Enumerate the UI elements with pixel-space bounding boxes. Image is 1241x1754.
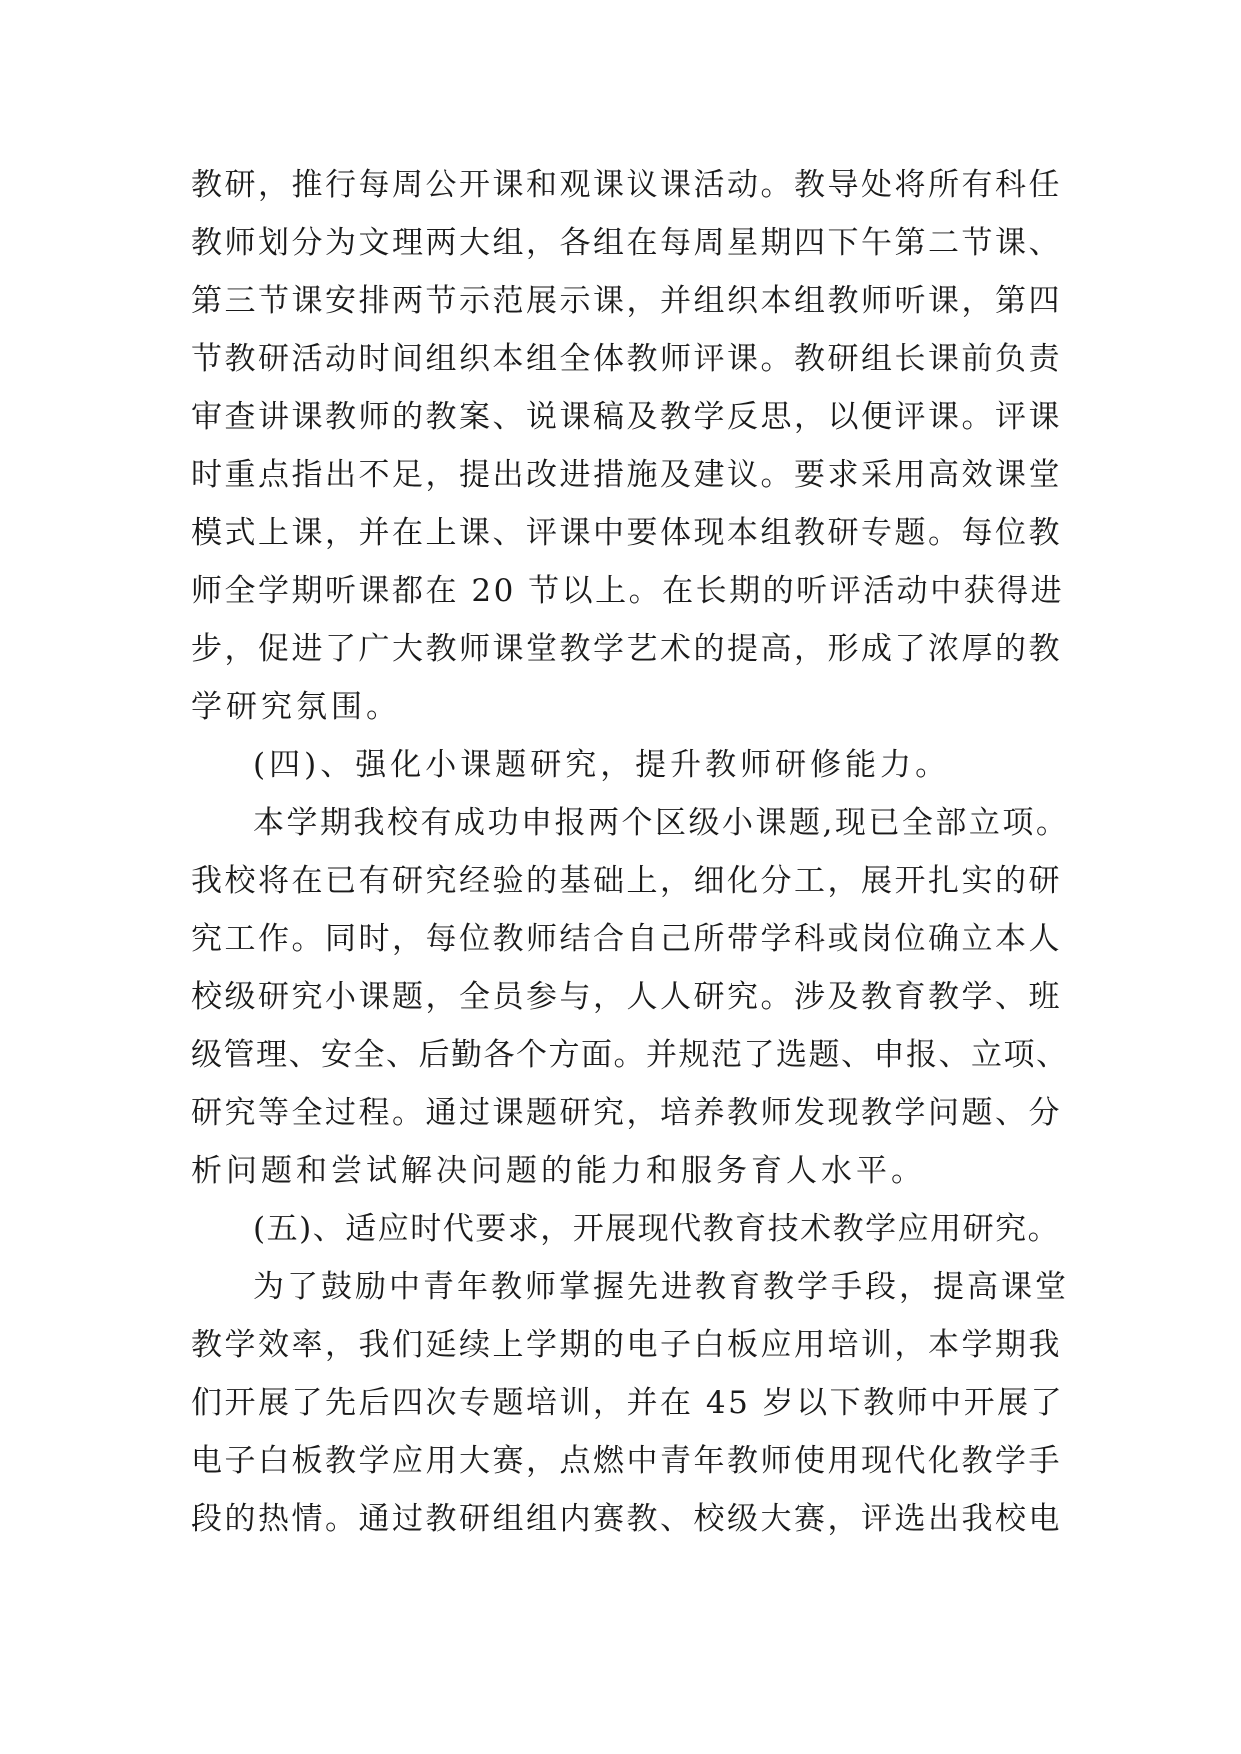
- text-line: 级管理、安全、后勤各个方面。并规范了选题、申报、立项、: [191, 1037, 1069, 1073]
- text-line: 第三节课安排两节示范展示课，并组织本组教师听课，第四: [191, 283, 1062, 319]
- text-line: 教师划分为文理两大组，各组在每周星期四下午第二节课、: [191, 225, 1062, 261]
- text-line: 师全学期听课都在 20 节以上。在长期的听评活动中获得进: [191, 573, 1065, 609]
- body-text: [191, 156, 1071, 1548]
- text-line: 教研，推行每周公开课和观课议课活动。教导处将所有科任: [191, 167, 1062, 203]
- section-heading: (四)、强化小课题研究，提升教师研修能力。: [253, 747, 951, 783]
- text-line: 学研究氛围。: [191, 689, 401, 725]
- text-line: 模式上课，并在上课、评课中要体现本组教研专题。每位教: [191, 515, 1062, 551]
- paragraph-start-line: 为了鼓励中青年教师掌握先进教育教学手段，提高课堂: [253, 1269, 1069, 1305]
- text-line: 校级研究小课题，全员参与，人人研究。涉及教育教学、班: [191, 979, 1062, 1015]
- text-line: 析问题和尝试解决问题的能力和服务育人水平。: [191, 1153, 926, 1189]
- text-line: 教学效率，我们延续上学期的电子白板应用培训，本学期我: [191, 1327, 1062, 1363]
- text-line: 们开展了先后四次专题培训，并在 45 岁以下教师中开展了: [191, 1385, 1065, 1421]
- text-line: 段的热情。通过教研组组内赛教、校级大赛，评选出我校电: [191, 1501, 1062, 1537]
- text-line: 时重点指出不足，提出改进措施及建议。要求采用高效课堂: [191, 457, 1062, 493]
- paragraph-start-line: 本学期我校有成功申报两个区级小课题,现已全部立项。: [253, 805, 1070, 841]
- text-line: 究工作。同时，每位教师结合自己所带学科或岗位确立本人: [191, 921, 1062, 957]
- text-line: 审查讲课教师的教案、说课稿及教学反思，以便评课。评课: [191, 399, 1062, 435]
- text-line: 节教研活动时间组织本组全体教师评课。教研组长课前负责: [191, 341, 1062, 377]
- text-line: 研究等全过程。通过课题研究，培养教师发现教学问题、分: [191, 1095, 1062, 1131]
- text-line: 我校将在已有研究经验的基础上，细化分工，展开扎实的研: [191, 863, 1062, 899]
- text-line: 步，促进了广大教师课堂教学艺术的提高，形成了浓厚的教: [191, 631, 1062, 667]
- text-line: 电子白板教学应用大赛，点燃中青年教师使用现代化教学手: [191, 1443, 1062, 1479]
- section-heading: (五)、适应时代要求，开展现代教育技术教学应用研究。: [253, 1211, 1061, 1247]
